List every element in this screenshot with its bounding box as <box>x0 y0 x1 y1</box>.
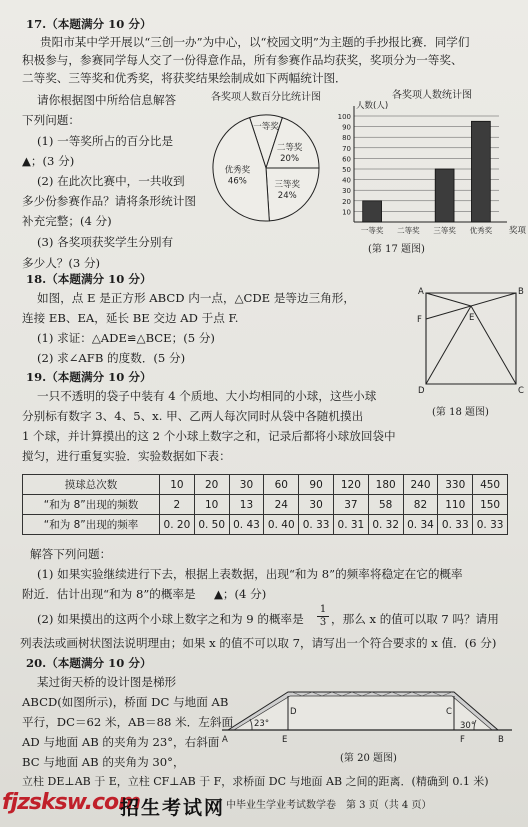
pie-slice-label: 二等奖 <box>276 142 303 153</box>
q17-line: 请你根据图中所给信息解答 <box>37 93 177 107</box>
q20-line: AD 与地面 AB 的夹角为 23°，右斜面 <box>22 735 220 749</box>
table-cell: 0. 32 <box>368 515 403 535</box>
table-row <box>23 475 508 495</box>
table-cell: 0. 33 <box>299 515 334 535</box>
point-label-F: F <box>417 315 422 325</box>
point-label-F: F <box>460 735 465 745</box>
pie-slice-value: 20% <box>280 153 300 164</box>
q19-after-line: (2) 如果摸出的这两个小球上数字之和为 9 的概率是 <box>37 612 304 626</box>
point-label-C: C <box>446 707 452 717</box>
table-cell: 0. 50 <box>194 515 229 535</box>
q17-line: (2) 在此次比赛中，一共收到 <box>37 174 185 188</box>
point-label-B: B <box>498 735 504 745</box>
y-tick-label: 30 <box>342 187 351 196</box>
q20-caption: (第 20 题图) <box>340 753 397 764</box>
table-cell: 60 <box>264 475 299 495</box>
table-cell: 20 <box>194 475 229 495</box>
point-label-B: B <box>518 287 524 297</box>
q17-line: 补充完整；(4 分) <box>22 214 112 228</box>
table-cell: 150 <box>473 495 508 515</box>
pie-chart <box>196 88 336 228</box>
watermark-site: fjzsksw.com <box>2 790 141 815</box>
table-cell: 2 <box>160 495 195 515</box>
y-tick-label: 10 <box>342 208 351 217</box>
y-tick-label: 70 <box>342 144 351 153</box>
bar <box>363 201 382 222</box>
q20-line: 某过街天桥的设计图是梯形 <box>37 675 177 689</box>
q19-line: 1 个球，并计算摸出的这 2 个小球上数字之和，记录后都将小球放回袋中 <box>22 429 396 443</box>
x-axis-label: 奖项 <box>509 226 527 236</box>
fraction-numerator: 1 <box>319 604 327 615</box>
q17-intro-line: 积极参与，参赛同学每人交了一份得意作品，所有参赛作品均获奖，奖项分为一等奖、 <box>22 53 463 67</box>
q19-after-line: 列表法或画树状图法说明理由；如果 x 的值不可以取 7，请写出一个符合要求的 x 值．(6 分) <box>20 636 497 650</box>
q18-line: (2) 求∠AFB 的度数．(5 分) <box>37 351 186 365</box>
fraction-denominator: 3 <box>319 617 327 628</box>
q17-line: ▲；(3 分) <box>22 154 75 168</box>
q18-line: 连接 EB、EA，延长 BE 交边 AD 于点 F. <box>22 311 239 325</box>
table-cell: 0. 31 <box>333 515 368 535</box>
point-label-E: E <box>469 313 475 323</box>
bar-chart-title: 各奖项人数统计图 <box>392 90 472 101</box>
table-cell: 0. 33 <box>473 515 508 535</box>
q20-line: 平行，DC＝62 米，AB＝88 米．左斜面 <box>22 715 234 729</box>
pie-slice-label: 一等奖 <box>253 121 279 132</box>
q17-line: (3) 各奖项获奖学生分别有 <box>37 235 174 249</box>
q19-answer-blank: ▲；(4 分) <box>214 587 267 601</box>
q19-after-line: 解答下列问题： <box>30 547 112 561</box>
q20-header: 20.（本题满分 10 分） <box>26 656 152 670</box>
y-tick-label: 40 <box>342 176 351 185</box>
table-cell: 0. 40 <box>264 515 299 535</box>
row-header: “和为 8”出现的频数 <box>23 495 160 515</box>
table-cell: 180 <box>368 475 403 495</box>
table-row <box>23 515 508 535</box>
q20-line: 立柱 DE⊥AB 于 E，立柱 CF⊥AB 于 F，求桥面 DC 与地面 AB 之间的距离．(精确到 0.1 米) <box>22 775 489 788</box>
pie-slice-value: 46% <box>227 176 247 187</box>
point-label-D: D <box>290 707 297 717</box>
x-tick-label: 优秀奖 <box>469 226 493 235</box>
q18-line: 如图，点 E 是正方形 ABCD 内一点，△CDE 是等边三角形， <box>37 291 355 305</box>
table-cell: 30 <box>229 475 264 495</box>
q17-line: (1) 一等奖所占的百分比是 <box>37 134 174 148</box>
q19-line: 搅匀，进行重复实验．实验数据如下表： <box>22 449 231 463</box>
q17-caption: (第 17 题图) <box>368 244 425 255</box>
watermark-title: 招生考试网 <box>120 797 226 819</box>
q19-line: 一只不透明的袋子中装有 4 个质地、大小均相同的小球，这些小球 <box>37 389 377 403</box>
table-cell: 0. 33 <box>438 515 473 535</box>
table-cell: 82 <box>403 495 438 515</box>
frequency-table <box>22 474 508 535</box>
table-row <box>23 495 508 515</box>
q18-caption: (第 18 题图) <box>432 407 489 418</box>
table-cell: 10 <box>194 495 229 515</box>
y-tick-label: 20 <box>342 197 351 206</box>
bar-chart <box>334 88 527 248</box>
table-cell: 37 <box>333 495 368 515</box>
table-cell: 120 <box>333 475 368 495</box>
q17-line: 多少人？(3 分) <box>22 256 101 270</box>
table-cell: 0. 43 <box>229 515 264 535</box>
q17-intro-line: 贵阳市某中学开展以“三创一办”为中心，以“校园文明”为主题的手抄报比赛．同学们 <box>40 35 470 49</box>
q18-line: (1) 求证：△ADE≌△BCE；(5 分) <box>37 331 215 345</box>
pie-slice-value: 24% <box>277 190 297 201</box>
q17-intro-line: 二等奖、三等奖和优秀奖，将获奖结果绘制成如下两幅统计图． <box>22 71 347 85</box>
y-tick-label: 80 <box>342 134 351 143</box>
bar <box>471 121 490 222</box>
q19-line: 分别标有数字 3、4、5、x. 甲、乙两人每次同时从袋中各随机摸出 <box>22 409 364 423</box>
bar <box>435 169 454 222</box>
table-cell: 110 <box>438 495 473 515</box>
row-header: “和为 8”出现的频率 <box>23 515 160 535</box>
q19-after-line: ，那么 x 的值可以取 7 吗？请用 <box>331 612 499 626</box>
q18-header: 18.（本题满分 10 分） <box>26 272 152 286</box>
angle-label-left: 23° <box>254 719 270 729</box>
table-cell: 0. 20 <box>160 515 195 535</box>
point-label-A: A <box>222 735 228 745</box>
pie-slice-label: 优秀奖 <box>224 165 251 176</box>
q20-line: ABCD(如图所示)，桥面 DC 与地面 AB <box>22 695 229 709</box>
table-cell: 0. 34 <box>403 515 438 535</box>
table-cell: 240 <box>403 475 438 495</box>
angle-label-right: 30° <box>460 721 476 731</box>
q18-figure <box>414 284 522 404</box>
table-cell: 24 <box>264 495 299 515</box>
table-cell: 30 <box>299 495 334 515</box>
table-cell: 450 <box>473 475 508 495</box>
point-label-A: A <box>418 287 424 297</box>
table-cell: 10 <box>160 475 195 495</box>
pie-chart-title: 各奖项人数百分比统计图 <box>211 92 321 103</box>
y-tick-label: 90 <box>342 123 351 132</box>
q20-figure <box>222 686 522 752</box>
q19-header: 19.（本题满分 10 分） <box>26 370 152 384</box>
point-label-D: D <box>418 386 425 396</box>
q17-header: 17.（本题满分 10 分） <box>26 17 152 31</box>
table-cell: 58 <box>368 495 403 515</box>
y-tick-label: 100 <box>337 113 351 121</box>
q20-line: BC 与地面 AB 的夹角为 30°， <box>22 755 185 769</box>
q17-line: 下列问题： <box>22 113 80 127</box>
y-tick-label: 60 <box>342 155 351 164</box>
table-cell: 330 <box>438 475 473 495</box>
page-footer: 中毕业生学业考试数学卷 第 3 页（共 4 页） <box>226 800 432 811</box>
point-label-C: C <box>518 386 524 396</box>
x-tick-label: 三等奖 <box>433 226 456 235</box>
pie-slice-label: 三等奖 <box>274 179 301 190</box>
point-label-E: E <box>282 735 288 745</box>
x-tick-label: 二等奖 <box>397 226 420 235</box>
row-header: 摸球总次数 <box>23 475 160 495</box>
y-axis-label: 人数(人) <box>356 101 389 111</box>
x-tick-label: 一等奖 <box>360 226 384 235</box>
y-tick-label: 50 <box>342 166 351 174</box>
table-cell: 90 <box>299 475 334 495</box>
q17-line: 多少份参赛作品？请将条形统计图 <box>22 194 196 208</box>
q19-after-line: 附近．估计出现“和为 8”的概率是 <box>22 587 196 601</box>
q19-after-line: (1) 如果实验继续进行下去，根据上表数据，出现“和为 8”的频率将稳定在它的概率 <box>37 567 463 581</box>
table-cell: 13 <box>229 495 264 515</box>
